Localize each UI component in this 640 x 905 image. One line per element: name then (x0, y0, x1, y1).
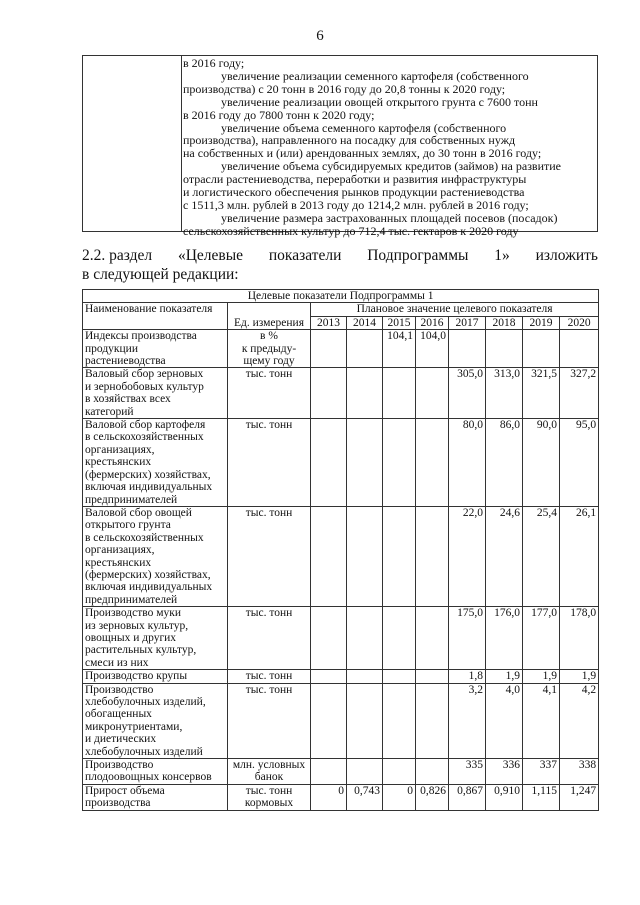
continuation-line: сельскохозяйственных культур до 712,4 тыс. гектаров к 2020 году (183, 223, 519, 238)
continuation-line: увеличение объема субсидируемых кредитов (займов) на развитие (221, 159, 562, 174)
indicator-name: Валовой сбор овощей открытого грунта в сельскохозяйственных организациях, крестьянских (фермерских) хозяйствах, включая индивидуальных предпринимателей (83, 506, 228, 606)
continuation-line: отрасли растениеводства, переработки и развития инфраструктуры (183, 172, 527, 187)
header-planned-value: Плановое значение целевого показателя (311, 303, 599, 316)
value-cell-2013 (311, 330, 347, 368)
continuation-line: увеличение реализации овощей открытого грунта с 7600 тонн (221, 94, 538, 109)
value-cell-2017: 0,867 (449, 784, 486, 810)
value-cell-2014 (347, 419, 383, 507)
value-cell-2018: 0,910 (486, 784, 523, 810)
value-cell-2018: 86,0 (486, 419, 523, 507)
value-cell-2017: 3,2 (449, 683, 486, 758)
value-cell-2015 (383, 506, 416, 606)
indicator-name: Валовый сбор зерновых и зернобобовых культур в хозяйствах всех категорий (83, 368, 228, 419)
table-row (83, 419, 599, 507)
section-paragraph-line1 (82, 247, 598, 265)
indicator-unit: тыс. тонн (228, 506, 311, 606)
table-row (83, 368, 599, 419)
value-cell-2019: 337 (523, 759, 560, 785)
value-cell-2019: 1,115 (523, 784, 560, 810)
value-cell-2015 (383, 683, 416, 758)
value-cell-2013 (311, 670, 347, 683)
section-paragraph-line2: в следующей редакции: (82, 266, 239, 283)
value-cell-2016: 104,0 (416, 330, 449, 368)
value-cell-2019: 25,4 (523, 506, 560, 606)
value-cell-2013 (311, 368, 347, 419)
value-cell-2018 (486, 330, 523, 368)
value-cell-2016: 0,826 (416, 784, 449, 810)
value-cell-2015 (383, 607, 416, 670)
header-unit: Ед. измерения (228, 303, 311, 330)
indicator-unit: тыс. тонн (228, 670, 311, 683)
value-cell-2015: 0 (383, 784, 416, 810)
value-cell-2020: 338 (560, 759, 599, 785)
value-cell-2019: 321,5 (523, 368, 560, 419)
paragraph-word: 1» (494, 247, 510, 264)
table-row (83, 506, 599, 606)
continuation-table-cell (82, 55, 598, 238)
value-cell-2020 (560, 330, 599, 368)
continuation-line: в 2016 году до 7800 тонн к 2020 году; (183, 107, 375, 122)
value-cell-2019 (523, 330, 560, 368)
value-cell-2016 (416, 683, 449, 758)
value-cell-2013 (311, 683, 347, 758)
continuation-line: и логистического обеспечения рынков продукции растениеводства (183, 185, 525, 200)
value-cell-2013 (311, 419, 347, 507)
header-year-2019: 2019 (523, 316, 560, 329)
table-row (83, 330, 599, 368)
value-cell-2019: 177,0 (523, 607, 560, 670)
indicator-name: Производство муки из зерновых культур, овощных и других растительных культур, смеси из них (83, 607, 228, 670)
header-year-2018: 2018 (486, 316, 523, 329)
value-cell-2016 (416, 759, 449, 785)
value-cell-2019: 1,9 (523, 670, 560, 683)
continuation-line: производства), направленного на посадку для собственных нужд (183, 133, 516, 148)
value-cell-2020: 178,0 (560, 607, 599, 670)
continuation-line: производства) с 20 тонн в 2016 году до 20,8 тонны к 2020 году; (183, 81, 506, 96)
indicator-name: Прирост объема производства (83, 784, 228, 810)
value-cell-2017: 305,0 (449, 368, 486, 419)
value-cell-2015: 104,1 (383, 330, 416, 368)
indicator-name: Производство хлебобулочных изделий, обогащенных микронутриентами, и диетических хлебобулочных изделий (83, 683, 228, 758)
indicator-unit: млн. условных банок (228, 759, 311, 785)
value-cell-2020: 1,9 (560, 670, 599, 683)
value-cell-2014 (347, 506, 383, 606)
value-cell-2018: 1,9 (486, 670, 523, 683)
paragraph-word: 2.2. раздел (82, 247, 153, 264)
table-title: Целевые показатели Подпрограммы 1 (83, 290, 599, 303)
continuation-line: в 2016 году; (183, 56, 245, 70)
value-cell-2018: 336 (486, 759, 523, 785)
value-cell-2020: 1,247 (560, 784, 599, 810)
header-year-2014: 2014 (347, 316, 383, 329)
indicator-unit: тыс. тонн кормовых (228, 784, 311, 810)
paragraph-word: Подпрограммы (367, 247, 469, 264)
value-cell-2014 (347, 607, 383, 670)
continuation-text (183, 57, 593, 238)
paragraph-word: изложить (535, 247, 598, 264)
value-cell-2020: 26,1 (560, 506, 599, 606)
value-cell-2014: 0,743 (347, 784, 383, 810)
continuation-line: увеличение объема семенного картофеля (собственного (221, 120, 507, 135)
indicator-name: Валовой сбор картофеля в сельскохозяйственных организациях, крестьянских (фермерских) хозяйствах, включая индивидуальных предпринимателей (83, 419, 228, 507)
header-year-2015: 2015 (383, 316, 416, 329)
value-cell-2014 (347, 670, 383, 683)
continuation-line: увеличение размера застрахованных площадей посевов (посадок) (221, 210, 558, 225)
value-cell-2020: 95,0 (560, 419, 599, 507)
continuation-line: на собственных и (или) арендованных землях, до 30 тонн в 2016 году; (183, 146, 542, 161)
value-cell-2016 (416, 607, 449, 670)
value-cell-2018: 4,0 (486, 683, 523, 758)
paragraph-word: показатели (268, 247, 342, 264)
value-cell-2017: 175,0 (449, 607, 486, 670)
indicator-name: Производство крупы (83, 670, 228, 683)
value-cell-2017: 1,8 (449, 670, 486, 683)
indicator-unit: тыс. тонн (228, 419, 311, 507)
indicator-name: Индексы производства продукции растениеводства (83, 330, 228, 368)
column-divider (181, 56, 182, 231)
value-cell-2013 (311, 506, 347, 606)
value-cell-2018: 176,0 (486, 607, 523, 670)
value-cell-2015 (383, 368, 416, 419)
table-row (83, 670, 599, 683)
table-row (83, 683, 599, 758)
value-cell-2014 (347, 683, 383, 758)
value-cell-2014 (347, 330, 383, 368)
continuation-line: увеличение реализации семенного картофеля (собственного (221, 68, 529, 83)
value-cell-2019: 4,1 (523, 683, 560, 758)
value-cell-2017: 80,0 (449, 419, 486, 507)
page-number: 6 (316, 28, 324, 44)
value-cell-2018: 24,6 (486, 506, 523, 606)
value-cell-2016 (416, 419, 449, 507)
value-cell-2020: 327,2 (560, 368, 599, 419)
value-cell-2017 (449, 330, 486, 368)
value-cell-2016 (416, 506, 449, 606)
value-cell-2017: 22,0 (449, 506, 486, 606)
header-year-2017: 2017 (449, 316, 486, 329)
value-cell-2014 (347, 368, 383, 419)
table-row (83, 784, 599, 810)
indicator-name: Производство плодоовощных консервов (83, 759, 228, 785)
value-cell-2013 (311, 607, 347, 670)
value-cell-2020: 4,2 (560, 683, 599, 758)
value-cell-2016 (416, 368, 449, 419)
indicator-unit: в % к предыду- щему году (228, 330, 311, 368)
indicator-unit: тыс. тонн (228, 368, 311, 419)
value-cell-2019: 90,0 (523, 419, 560, 507)
paragraph-word: «Целевые (177, 247, 244, 264)
indicator-unit: тыс. тонн (228, 683, 311, 758)
header-year-2013: 2013 (311, 316, 347, 329)
value-cell-2014 (347, 759, 383, 785)
value-cell-2018: 313,0 (486, 368, 523, 419)
value-cell-2015 (383, 759, 416, 785)
header-year-2016: 2016 (416, 316, 449, 329)
continuation-line: с 1511,3 млн. рублей в 2013 году до 1214,2 млн. рублей в 2016 году; (183, 197, 529, 212)
value-cell-2013: 0 (311, 784, 347, 810)
indicator-unit: тыс. тонн (228, 607, 311, 670)
table-row (83, 759, 599, 785)
table-row (83, 607, 599, 670)
value-cell-2015 (383, 670, 416, 683)
header-indicator-name: Наименование показателя (83, 303, 228, 330)
value-cell-2017: 335 (449, 759, 486, 785)
target-indicators-table (82, 289, 599, 811)
value-cell-2015 (383, 419, 416, 507)
value-cell-2016 (416, 670, 449, 683)
header-year-2020: 2020 (560, 316, 599, 329)
value-cell-2013 (311, 759, 347, 785)
